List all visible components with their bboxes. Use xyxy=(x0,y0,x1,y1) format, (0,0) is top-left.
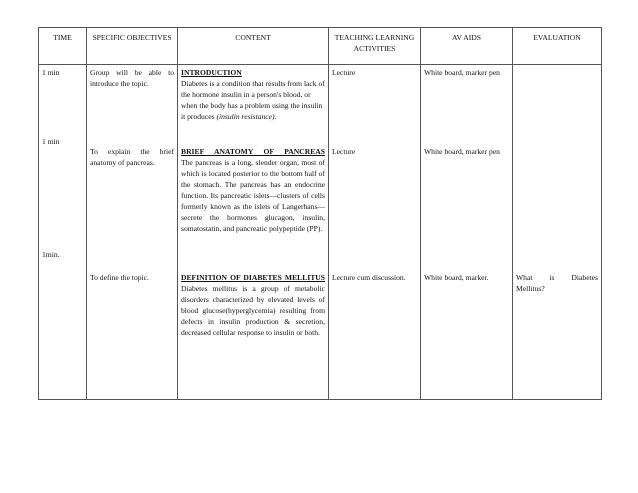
content-italic-text: (insulin resistance). xyxy=(216,112,277,121)
objectives-cell xyxy=(87,65,178,400)
header-specific-objectives: SPECIFIC OBJECTIVES xyxy=(87,28,178,65)
content-text: Diabetes is a condition that results from lack of the hormone insulin in a person's blood, or when the body has a problem using the insulin it produces xyxy=(181,79,325,121)
time-value: 1 min xyxy=(42,137,60,146)
av-aids-cell xyxy=(421,65,513,400)
content-text: Diabetes mellitus is a group of metabolic disorders characterized by elevated levels of blood glucose(hyperglycemia) resulting from defects in insulin production & secretion, decreased cellular response to insulin or both. xyxy=(181,284,325,337)
objective-text: Group will be able to introduce the topic. xyxy=(90,68,174,88)
header-time: TIME xyxy=(39,28,87,65)
header-row xyxy=(39,28,602,65)
table-row xyxy=(39,65,602,400)
av-aids-text: White board, marker. xyxy=(424,273,489,282)
evaluation-text: What is Diabetes Mellitus? xyxy=(516,273,598,293)
header-content: CONTENT xyxy=(178,28,329,65)
time-cell xyxy=(39,65,87,400)
activity-text: Lecture xyxy=(332,68,356,77)
content-heading: BRIEF ANATOMY OF PANCREAS xyxy=(181,147,325,156)
content-heading: INTRODUCTION xyxy=(181,68,242,77)
objective-text: To explain the brief anatomy of pancreas. xyxy=(90,147,174,167)
time-value: 1min. xyxy=(42,250,60,259)
evaluation-cell xyxy=(513,65,602,400)
content-text: The pancreas is a long, slender organ, most of which is located posterior to the bottom half of the stomach. The pancreas has an endocrine function. Its pancreatic islets—clusters of cells formerly known as the islets of Langerhans—secrete the hormones glucagon, insulin, somatostatin, and pancreatic polypeptide (PP). xyxy=(181,158,325,233)
time-value: 1 min xyxy=(42,68,60,77)
content-cell xyxy=(178,65,329,400)
lesson-plan-table xyxy=(38,27,602,400)
av-aids-text: White board, marker pen xyxy=(424,147,500,156)
content-heading: DEFINITION OF DIABETES MELLITUS xyxy=(181,273,325,282)
av-aids-text: White board, marker pen xyxy=(424,68,500,77)
objective-text: To define the topic. xyxy=(90,273,149,282)
activities-cell xyxy=(329,65,421,400)
header-av-aids: AV AIDS xyxy=(421,28,513,65)
header-evaluation: EVALUATION xyxy=(513,28,602,65)
activity-text: Lecture xyxy=(332,147,356,156)
activity-text: Lecture cum discussion. xyxy=(332,273,406,282)
header-teaching-learning-activities: TEACHING LEARNING ACTIVITIES xyxy=(329,28,421,65)
